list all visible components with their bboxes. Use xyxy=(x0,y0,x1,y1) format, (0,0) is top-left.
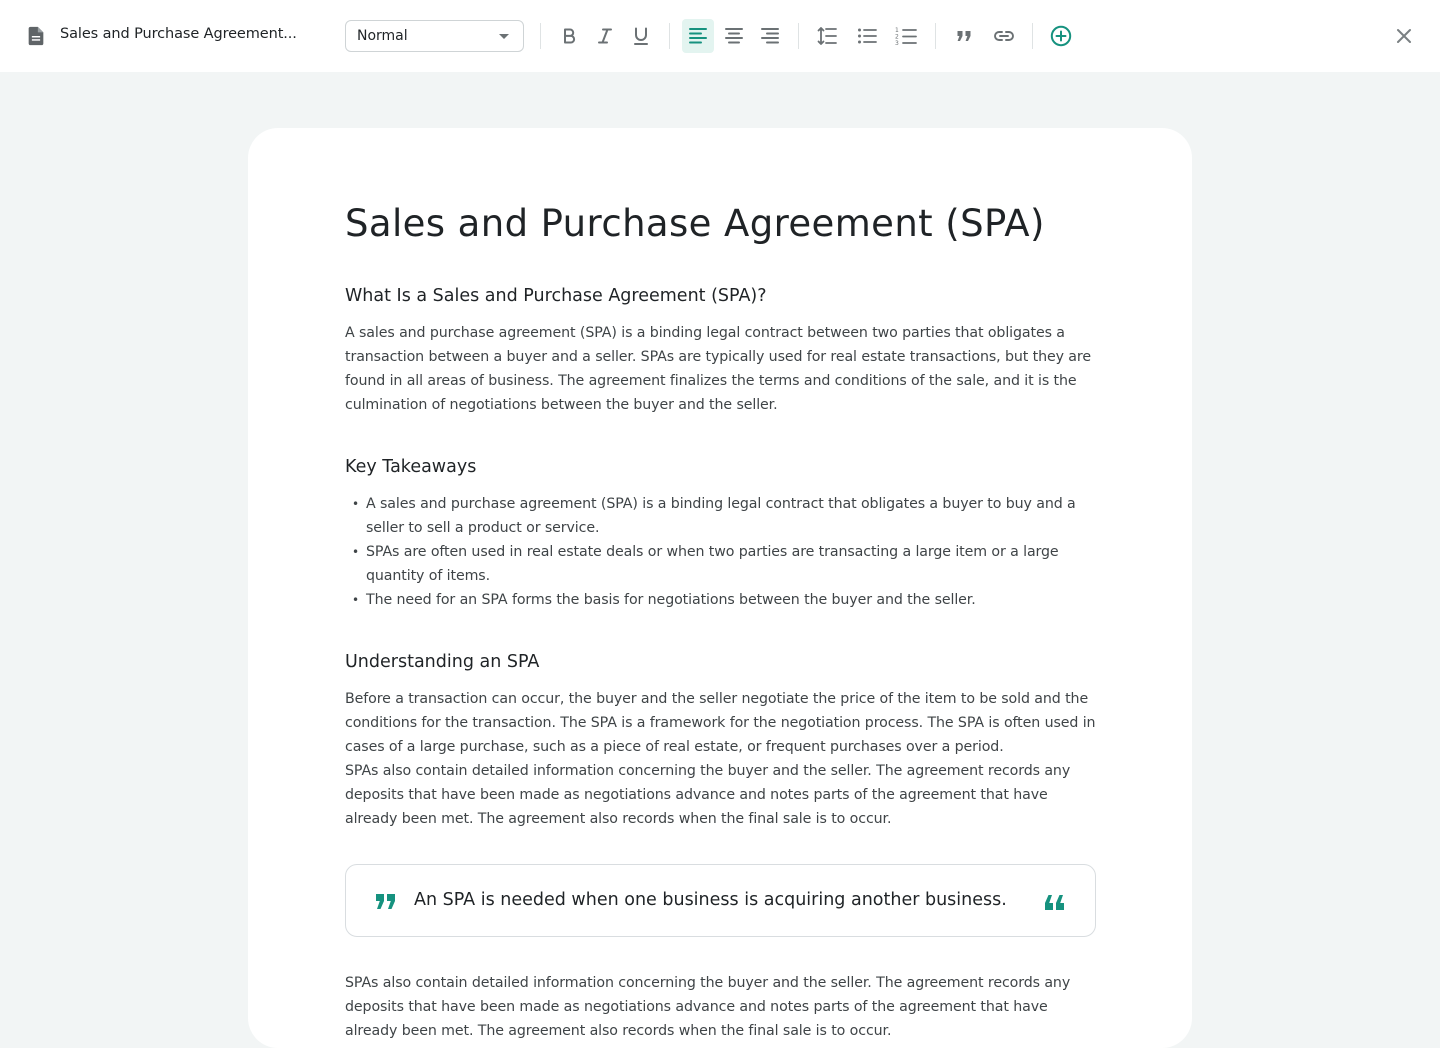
quote-text: An SPA is needed when one business is acquiring another business. xyxy=(414,890,1007,910)
paragraph: A sales and purchase agreement (SPA) is a binding legal contract between two parties that obligates a transaction between a buyer and a seller. SPAs are typically used for real estate transactions, but they are found in all areas of business. The agreement finalizes the terms and conditions of the sale, and it is the culmination of negotiations between the buyer and the seller. xyxy=(345,325,1091,413)
blockquote-button[interactable] xyxy=(948,19,980,53)
chevron-down-icon xyxy=(499,34,509,39)
svg-text:3: 3 xyxy=(895,40,899,46)
insert-block-button[interactable] xyxy=(1045,19,1077,53)
svg-text:1: 1 xyxy=(895,27,899,34)
underline-button[interactable] xyxy=(625,19,657,53)
close-button[interactable] xyxy=(1390,22,1418,50)
section-heading: Understanding an SPA xyxy=(345,652,540,672)
numbered-list-icon xyxy=(895,26,917,46)
toolbar-divider xyxy=(935,23,936,49)
underline-icon xyxy=(631,26,651,46)
numbered-list-button[interactable] xyxy=(890,19,922,53)
bullet-list-button[interactable] xyxy=(851,19,883,53)
align-left-icon xyxy=(688,26,708,46)
toolbar-divider xyxy=(669,23,670,49)
toolbar-divider xyxy=(540,23,541,49)
document-title[interactable]: Sales and Purchase Agreement... xyxy=(60,26,297,42)
align-right-button[interactable] xyxy=(754,19,786,53)
link-icon xyxy=(993,26,1015,46)
paragraph: SPAs also contain detailed information concerning the buyer and the seller. The agreement records any deposits that have been made as negotiations advance and notes parts of the agreement that have already been met. The agreement also records when the final sale is to occur. xyxy=(345,975,1071,1039)
toolbar-divider xyxy=(798,23,799,49)
document-page[interactable] xyxy=(248,128,1192,1048)
list-item: • The need for an SPA forms the basis for negotiations between the buyer and the seller. xyxy=(345,588,1097,612)
bold-button[interactable] xyxy=(553,19,585,53)
text-style-value: Normal xyxy=(357,28,408,44)
line-spacing-button[interactable] xyxy=(811,19,843,53)
align-left-button[interactable] xyxy=(682,19,714,53)
document-icon xyxy=(25,25,47,47)
align-right-icon xyxy=(760,26,780,46)
key-takeaways-list xyxy=(345,492,1097,612)
toolbar-divider xyxy=(1032,23,1033,49)
editor-toolbar xyxy=(0,0,1440,72)
quote-open-icon xyxy=(375,893,397,911)
svg-text:2: 2 xyxy=(895,33,899,41)
close-icon xyxy=(1395,27,1413,45)
list-item: • SPAs are often used in real estate deals or when two parties are transacting a large item or a large quantity of items. xyxy=(345,540,1097,588)
bold-icon xyxy=(559,26,579,46)
section-heading: What Is a Sales and Purchase Agreement (SPA)? xyxy=(345,286,767,306)
text-style-dropdown[interactable] xyxy=(345,20,524,52)
insert-link-button[interactable] xyxy=(988,19,1020,53)
list-item: • A sales and purchase agreement (SPA) is a binding legal contract that obligates a buyer to buy and a seller to sell a product or service. xyxy=(345,492,1097,540)
document-heading: Sales and Purchase Agreement (SPA) xyxy=(345,202,1045,245)
italic-icon xyxy=(595,26,615,46)
align-center-button[interactable] xyxy=(718,19,750,53)
quote-close-icon xyxy=(1044,893,1066,911)
section-heading: Key Takeaways xyxy=(345,457,477,477)
italic-button[interactable] xyxy=(589,19,621,53)
paragraph: Before a transaction can occur, the buyer and the seller negotiate the price of the item to be sold and the conditions for the transaction. The SPA is a framework for the negotiation process. The SPA is often used in cases of a large purchase, such as a piece of real estate, or frequent purchases over a period. xyxy=(345,691,1096,755)
quote-icon xyxy=(955,27,973,45)
line-spacing-icon xyxy=(816,26,838,46)
document-content[interactable] xyxy=(345,198,1097,1043)
pull-quote xyxy=(345,864,1096,937)
align-center-icon xyxy=(724,26,744,46)
plus-circle-icon xyxy=(1050,25,1072,47)
paragraph: SPAs also contain detailed information concerning the buyer and the seller. The agreement records any deposits that have been made as negotiations advance and notes parts of the agreement that have already been met. The agreement also records when the final sale is to occur. xyxy=(345,763,1071,827)
bullet-list-icon xyxy=(857,26,877,46)
